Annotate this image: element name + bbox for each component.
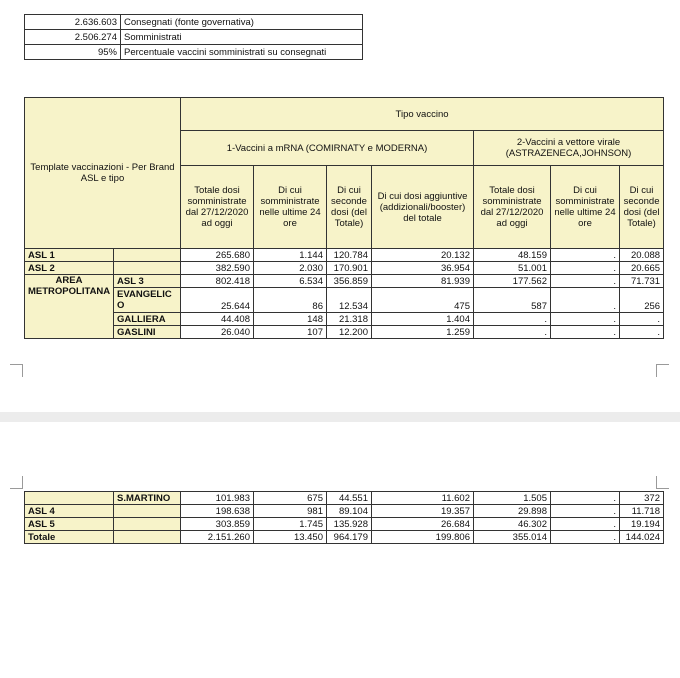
cell: . — [551, 518, 620, 531]
cell: 198.638 — [181, 505, 254, 518]
row-sublabel — [114, 518, 181, 531]
table-row — [25, 275, 664, 288]
column-header: Di cui seconde dosi (del Totale) — [327, 166, 372, 249]
cell: 26.040 — [181, 326, 254, 339]
row-label: ASL 5 — [25, 518, 114, 531]
cell: 51.001 — [474, 262, 551, 275]
cell: 475 — [372, 288, 474, 313]
cell: 20.088 — [620, 249, 664, 262]
table-row — [25, 518, 664, 531]
summary-label: Consegnati (fonte governativa) — [121, 15, 363, 30]
cell: 1.404 — [372, 313, 474, 326]
cell: 2.030 — [254, 262, 327, 275]
row-sublabel: S.MARTINO — [114, 492, 181, 505]
cell: . — [551, 288, 620, 313]
cell: . — [620, 326, 664, 339]
cell: 199.806 — [372, 531, 474, 544]
cell: 20.132 — [372, 249, 474, 262]
cell: 48.159 — [474, 249, 551, 262]
row-sublabel — [114, 505, 181, 518]
cell: 1.144 — [254, 249, 327, 262]
table-row — [25, 492, 664, 505]
summary-label: Percentuale vaccini somministrati su consegnati — [121, 45, 363, 60]
cell: . — [551, 249, 620, 262]
cell: 29.898 — [474, 505, 551, 518]
table-row — [25, 505, 664, 518]
mrna-group-header: 1-Vaccini a mRNA (COMIRNATY e MODERNA) — [181, 131, 474, 166]
cell: 355.014 — [474, 531, 551, 544]
row-sublabel: ASL 3 — [114, 275, 181, 288]
table-row — [25, 313, 664, 326]
cell: 303.859 — [181, 518, 254, 531]
cell: 107 — [254, 326, 327, 339]
cell: 11.718 — [620, 505, 664, 518]
summary-label: Somministrati — [121, 30, 363, 45]
cell: 26.684 — [372, 518, 474, 531]
cell: 120.784 — [327, 249, 372, 262]
column-header: Totale dosi somministrate dal 27/12/2020 ad oggi — [474, 166, 551, 249]
cell: 46.302 — [474, 518, 551, 531]
summary-value: 2.636.603 — [25, 15, 121, 30]
column-header: Totale dosi somministrate dal 27/12/2020 ad oggi — [181, 166, 254, 249]
cell: . — [551, 492, 620, 505]
cell: . — [620, 313, 664, 326]
cell: 25.644 — [181, 288, 254, 313]
tipo-vaccino-header: Tipo vaccino — [181, 98, 664, 131]
row-sublabel: EVANGELICO — [114, 288, 181, 313]
page-corner-mark — [10, 364, 23, 377]
summary-row — [25, 45, 363, 60]
cell: 135.928 — [327, 518, 372, 531]
cell: 19.357 — [372, 505, 474, 518]
cell: 81.939 — [372, 275, 474, 288]
document-page-2 — [0, 422, 680, 678]
row-label: ASL 4 — [25, 505, 114, 518]
cell: 964.179 — [327, 531, 372, 544]
cell: 12.200 — [327, 326, 372, 339]
cell: 382.590 — [181, 262, 254, 275]
cell: . — [551, 275, 620, 288]
total-row — [25, 531, 664, 544]
cell: 170.901 — [327, 262, 372, 275]
cell: 802.418 — [181, 275, 254, 288]
cell: 1.505 — [474, 492, 551, 505]
viral-vector-group-header: 2-Vaccini a vettore virale (ASTRAZENECA,JOHNSON) — [474, 131, 664, 166]
vaccination-table — [24, 97, 664, 339]
cell: 144.024 — [620, 531, 664, 544]
row-sublabel — [114, 531, 181, 544]
cell: 372 — [620, 492, 664, 505]
row-sublabel — [114, 262, 181, 275]
table-row — [25, 249, 664, 262]
table-row — [25, 326, 664, 339]
cell: 6.534 — [254, 275, 327, 288]
cell: 44.551 — [327, 492, 372, 505]
cell: . — [551, 262, 620, 275]
cell: 587 — [474, 288, 551, 313]
cell: 265.680 — [181, 249, 254, 262]
cell: 2.151.260 — [181, 531, 254, 544]
cell: 256 — [620, 288, 664, 313]
summary-row — [25, 30, 363, 45]
column-header: Di cui somministrate nelle ultime 24 ore — [254, 166, 327, 249]
corner-header: Template vaccinazioni - Per Brand ASL e tipo — [25, 98, 181, 249]
row-sublabel — [114, 249, 181, 262]
cell: 1.259 — [372, 326, 474, 339]
column-header: Di cui seconde dosi (del Totale) — [620, 166, 664, 249]
cell: 44.408 — [181, 313, 254, 326]
column-header: Di cui dosi aggiuntive (addizionali/booster) del totale — [372, 166, 474, 249]
column-header: Di cui somministrate nelle ultime 24 ore — [551, 166, 620, 249]
table-row — [25, 288, 664, 313]
row-label: Totale — [25, 531, 114, 544]
cell: 356.859 — [327, 275, 372, 288]
cell: 148 — [254, 313, 327, 326]
row-sublabel: GALLIERA — [114, 313, 181, 326]
page-break — [0, 412, 680, 422]
row-label — [25, 492, 114, 505]
cell: 21.318 — [327, 313, 372, 326]
cell: 20.665 — [620, 262, 664, 275]
cell: 86 — [254, 288, 327, 313]
cell: 11.602 — [372, 492, 474, 505]
cell: . — [474, 313, 551, 326]
cell: 19.194 — [620, 518, 664, 531]
row-label: ASL 1 — [25, 249, 114, 262]
cell: . — [551, 326, 620, 339]
cell: 13.450 — [254, 531, 327, 544]
row-sublabel: GASLINI — [114, 326, 181, 339]
cell: 981 — [254, 505, 327, 518]
cell: 36.954 — [372, 262, 474, 275]
summary-table — [24, 14, 363, 60]
table-row — [25, 262, 664, 275]
cell: . — [551, 505, 620, 518]
cell: . — [551, 313, 620, 326]
page-corner-mark — [656, 364, 669, 377]
cell: 71.731 — [620, 275, 664, 288]
page-corner-mark — [656, 476, 669, 489]
cell: 12.534 — [327, 288, 372, 313]
cell: 1.745 — [254, 518, 327, 531]
summary-value: 2.506.274 — [25, 30, 121, 45]
row-label: ASL 2 — [25, 262, 114, 275]
cell: 101.983 — [181, 492, 254, 505]
summary-value: 95% — [25, 45, 121, 60]
cell: . — [551, 531, 620, 544]
cell: 675 — [254, 492, 327, 505]
page-corner-mark — [10, 476, 23, 489]
cell: 177.562 — [474, 275, 551, 288]
vaccination-table-continued — [24, 491, 664, 544]
area-label: AREA METROPOLITANA — [25, 275, 114, 339]
summary-row — [25, 15, 363, 30]
cell: . — [474, 326, 551, 339]
cell: 89.104 — [327, 505, 372, 518]
